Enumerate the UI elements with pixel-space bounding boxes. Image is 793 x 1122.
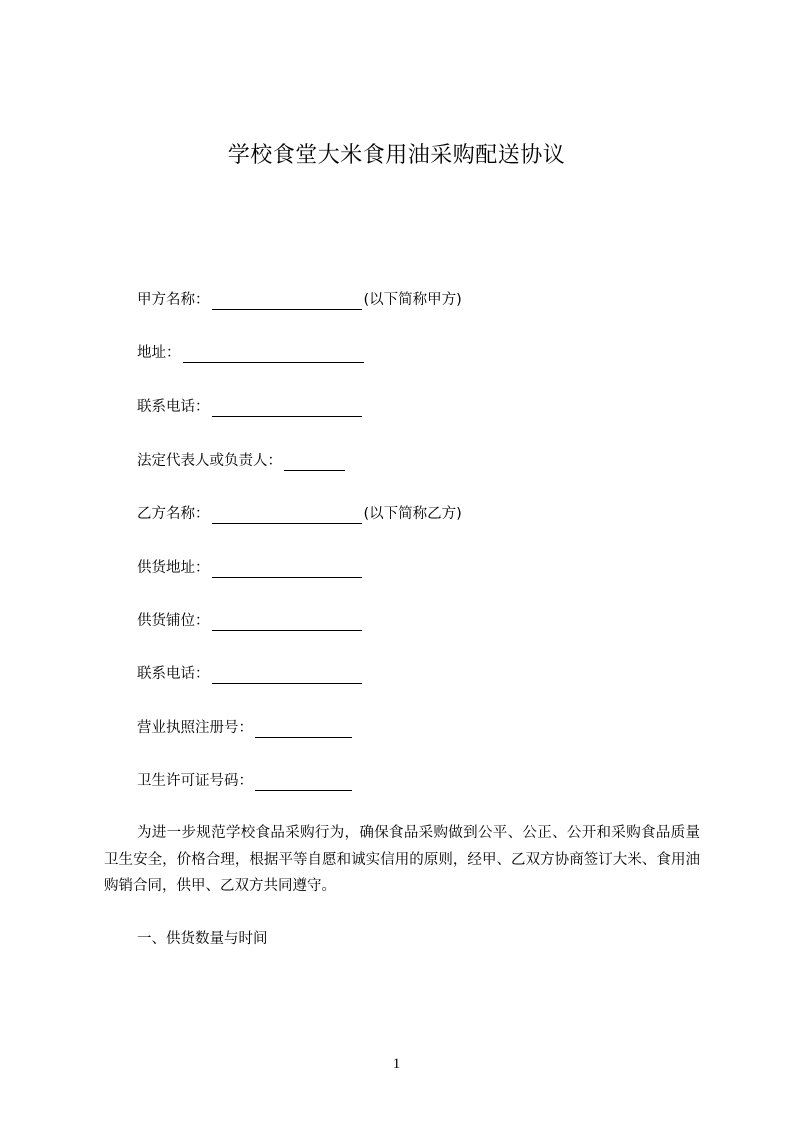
business-license-label: 营业执照注册号： (137, 720, 253, 736)
page-number: 1 (392, 1056, 401, 1072)
party-b-name-label: 乙方名称： (137, 506, 210, 522)
intro-paragraph: 为进一步规范学校食品采购行为，确保食品采购做到公平、公正、公开和采购食品质量卫生安全，价格合理，根据平等自愿和诚实信用的原则，经甲、乙双方协商签订大米、食用油购销合同，供甲、乙双方共同遵守。 (104, 825, 700, 894)
party-b-supply-stall-field (137, 611, 364, 631)
party-b-phone-label: 联系电话： (137, 666, 210, 682)
section-1-heading: 一、供货数量与时间 (137, 931, 268, 947)
party-a-address-blank[interactable] (183, 345, 364, 363)
document-title: 学校食堂大米食用油采购配送协议 (227, 143, 566, 168)
business-license-blank[interactable] (255, 720, 352, 738)
party-b-supply-stall-blank[interactable] (212, 613, 362, 631)
health-permit-blank[interactable] (255, 773, 352, 791)
party-b-name-field (137, 504, 462, 524)
party-a-legal-rep-label: 法定代表人或负责人： (137, 453, 282, 469)
health-permit-field (137, 771, 354, 791)
party-b-name-suffix: (以下简称乙方) (363, 506, 462, 522)
party-b-supply-stall-label: 供货铺位： (137, 613, 210, 629)
party-a-address-label: 地址： (137, 345, 181, 361)
party-a-phone-blank[interactable] (212, 399, 362, 417)
party-a-phone-label: 联系电话： (137, 399, 210, 415)
party-a-legal-rep-field (137, 451, 347, 471)
party-a-name-field (137, 290, 462, 310)
party-b-phone-field (137, 664, 364, 684)
party-b-supply-address-label: 供货地址： (137, 560, 210, 576)
party-a-name-blank[interactable] (212, 292, 362, 310)
party-a-name-label: 甲方名称： (137, 292, 210, 308)
party-b-supply-address-blank[interactable] (212, 560, 362, 578)
party-a-address-field (137, 343, 366, 363)
party-a-name-suffix: (以下简称甲方) (363, 292, 462, 308)
health-permit-label: 卫生许可证号码： (137, 773, 253, 789)
party-a-phone-field (137, 397, 364, 417)
party-a-legal-rep-blank[interactable] (284, 453, 345, 471)
party-b-supply-address-field (137, 558, 364, 578)
business-license-field (137, 718, 354, 738)
party-b-name-blank[interactable] (212, 506, 362, 524)
party-b-phone-blank[interactable] (212, 666, 362, 684)
